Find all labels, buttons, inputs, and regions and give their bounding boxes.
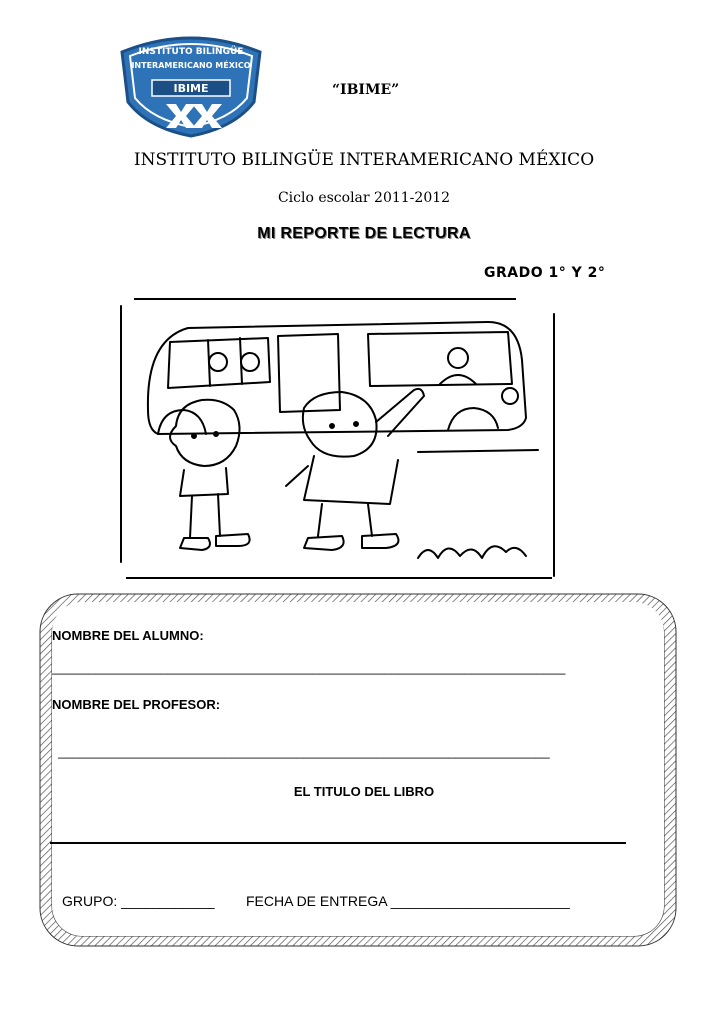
illustration-frame-bottom <box>126 577 552 579</box>
book-title-label: EL TITULO DEL LIBRO <box>293 784 435 799</box>
teacher-name-label: NOMBRE DEL PROFESOR: <box>52 697 221 712</box>
student-name-label: NOMBRE DEL ALUMNO: <box>52 628 204 643</box>
group-field[interactable]: GRUPO: ____________ <box>62 893 215 909</box>
book-title-line[interactable] <box>50 842 626 844</box>
school-logo <box>114 30 268 138</box>
logo-text-badge: IBIME <box>173 82 209 95</box>
school-year: Ciclo escolar 2011-2012 <box>277 190 451 206</box>
quote-title: “IBIME” <box>332 82 400 98</box>
logo-text-mid: INTERAMERICANO MÉXICO <box>131 61 251 70</box>
children-and-school-bus-illustration <box>118 300 560 582</box>
teacher-name-line[interactable]: ____________________________________________________________________ <box>58 744 550 759</box>
delivery-date-field[interactable]: FECHA DE ENTREGA _______________________ <box>246 893 570 909</box>
grade-label: GRADO 1° Y 2° <box>484 265 606 281</box>
report-title: MI REPORTE DE LECTURA <box>257 225 471 242</box>
institution-name: INSTITUTO BILINGÜE INTERAMERICANO MÉXICO <box>133 150 595 170</box>
logo-text-top: INSTITUTO BILINGÜE <box>138 47 244 57</box>
student-name-line[interactable]: _______________________________________________________________________ <box>52 660 566 675</box>
